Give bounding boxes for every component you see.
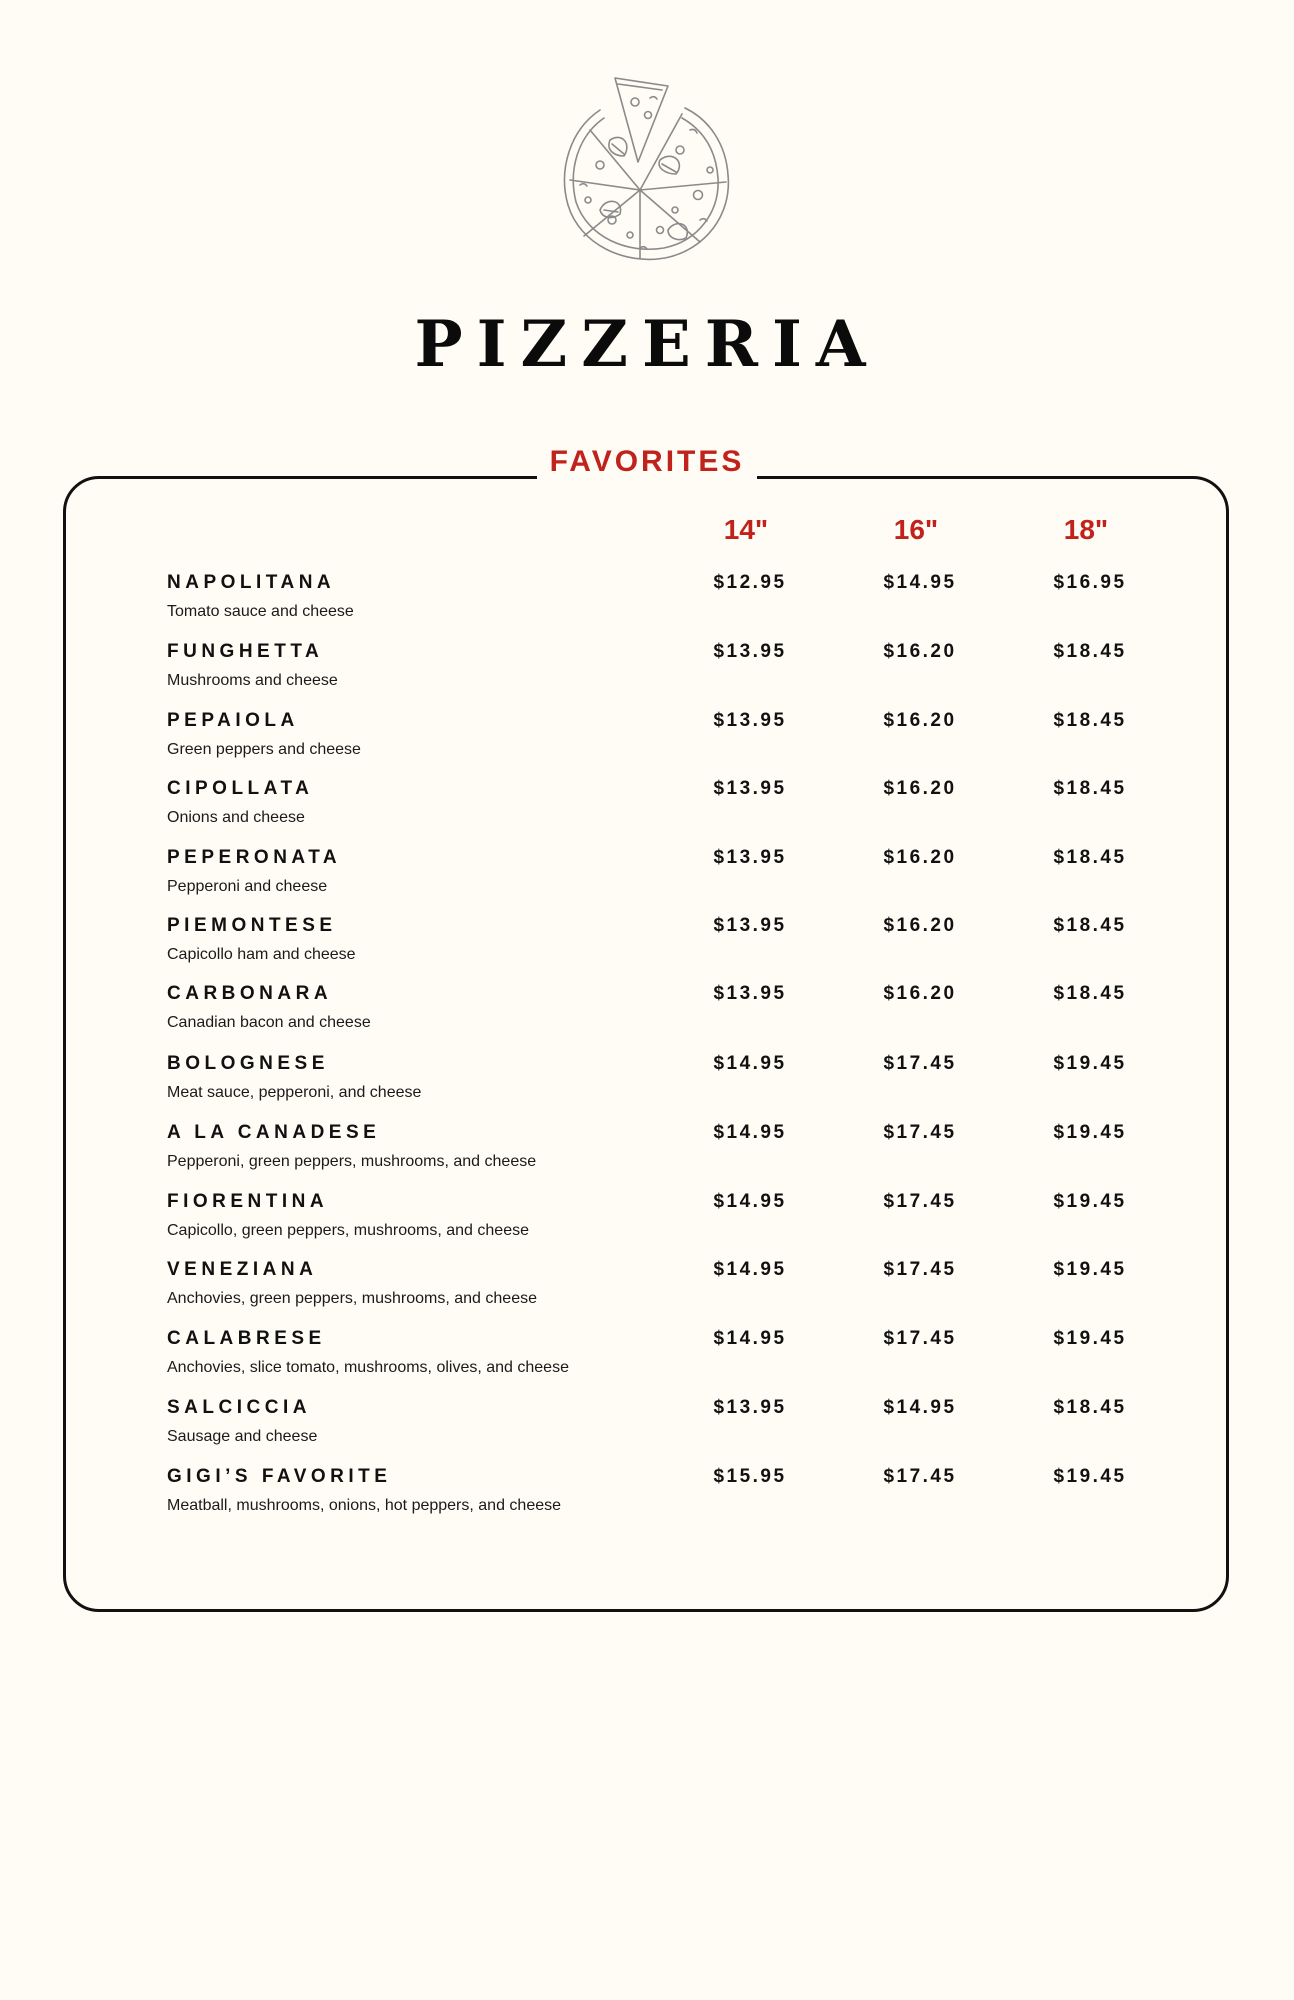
price-18: $18.45 [1053,983,1127,1004]
price-16: $16.20 [883,778,957,799]
menu-item [167,914,1167,978]
price-18: $18.45 [1053,710,1127,731]
item-name: CARBONARA [167,983,333,1004]
menu-item [167,1327,1167,1391]
price-16: $17.45 [883,1466,957,1487]
price-18: $18.45 [1053,1397,1127,1418]
price-16: $16.20 [883,641,957,662]
section-title: FAVORITES [549,445,745,478]
size-header-18: 18" [1063,514,1109,545]
price-14: $13.95 [713,983,787,1004]
menu-item [167,1121,1167,1185]
item-name: NAPOLITANA [167,572,336,593]
item-name: BOLOGNESE [167,1053,329,1074]
price-14: $13.95 [713,641,787,662]
price-14: $13.95 [713,710,787,731]
item-name: PIEMONTESE [167,915,337,936]
price-16: $16.20 [883,847,957,868]
price-16: $16.20 [883,710,957,731]
item-description: Anchovies, slice tomato, mushrooms, olives, and cheese [167,1359,569,1376]
item-description: Mushrooms and cheese [167,672,338,689]
item-description: Capicollo ham and cheese [167,946,356,963]
size-header-14: 14" [723,514,769,545]
menu-item [167,640,1167,704]
price-14: $14.95 [713,1191,787,1212]
item-description: Canadian bacon and cheese [167,1014,371,1031]
price-16: $14.95 [883,572,957,593]
price-18: $16.95 [1053,572,1127,593]
price-16: $17.45 [883,1328,957,1349]
price-18: $19.45 [1053,1466,1127,1487]
item-name: FUNGHETTA [167,641,324,662]
section-header [537,440,757,484]
price-18: $18.45 [1053,915,1127,936]
price-16: $17.45 [883,1259,957,1280]
price-18: $18.45 [1053,778,1127,799]
item-description: Pepperoni and cheese [167,878,328,895]
item-name: VENEZIANA [167,1259,318,1280]
item-name: CALABRESE [167,1328,326,1349]
menu-item [167,1190,1167,1254]
price-14: $13.95 [713,1397,787,1418]
price-14: $13.95 [713,915,787,936]
pizza-sketch-icon [540,70,740,270]
price-18: $19.45 [1053,1328,1127,1349]
price-18: $19.45 [1053,1053,1127,1074]
menu-item [167,846,1167,910]
size-header-16: 16" [893,514,939,545]
menu-item [167,982,1167,1046]
item-name: CIPOLLATA [167,778,314,799]
price-14: $14.95 [713,1053,787,1074]
price-16: $14.95 [883,1397,957,1418]
price-14: $14.95 [713,1259,787,1280]
menu-item [167,1396,1167,1460]
menu-item [167,777,1167,841]
menu-item [167,1465,1167,1529]
price-18: $18.45 [1053,847,1127,868]
price-14: $14.95 [713,1122,787,1143]
page-title: PIZZERIA [414,307,880,382]
item-name: PEPERONATA [167,847,342,868]
item-description: Onions and cheese [167,809,305,826]
price-16: $16.20 [883,915,957,936]
item-name: FIORENTINA [167,1191,329,1212]
price-18: $19.45 [1053,1259,1127,1280]
item-description: Sausage and cheese [167,1428,318,1445]
item-name: A LA CANADESE [167,1122,381,1143]
item-description: Green peppers and cheese [167,741,361,758]
price-14: $13.95 [713,778,787,799]
item-description: Anchovies, green peppers, mushrooms, and cheese [167,1290,537,1307]
item-description: Pepperoni, green peppers, mushrooms, and cheese [167,1153,537,1170]
price-16: $17.45 [883,1053,957,1074]
item-description: Meat sauce, pepperoni, and cheese [167,1084,422,1101]
price-14: $12.95 [713,572,787,593]
price-18: $18.45 [1053,641,1127,662]
item-name: GIGI’S FAVORITE [167,1466,392,1487]
menu-item [167,1052,1167,1116]
item-description: Meatball, mushrooms, onions, hot peppers, and cheese [167,1497,562,1514]
price-18: $19.45 [1053,1122,1127,1143]
price-16: $17.45 [883,1122,957,1143]
item-description: Tomato sauce and cheese [167,603,354,620]
price-14: $14.95 [713,1328,787,1349]
price-16: $16.20 [883,983,957,1004]
menu-item [167,1258,1167,1322]
price-16: $17.45 [883,1191,957,1212]
price-14: $13.95 [713,847,787,868]
price-14: $15.95 [713,1466,787,1487]
item-description: Capicollo, green peppers, mushrooms, and cheese [167,1222,529,1239]
item-name: SALCICCIA [167,1397,311,1418]
item-name: PEPAIOLA [167,710,299,731]
price-18: $19.45 [1053,1191,1127,1212]
menu-item [167,571,1167,635]
menu-item [167,709,1167,773]
